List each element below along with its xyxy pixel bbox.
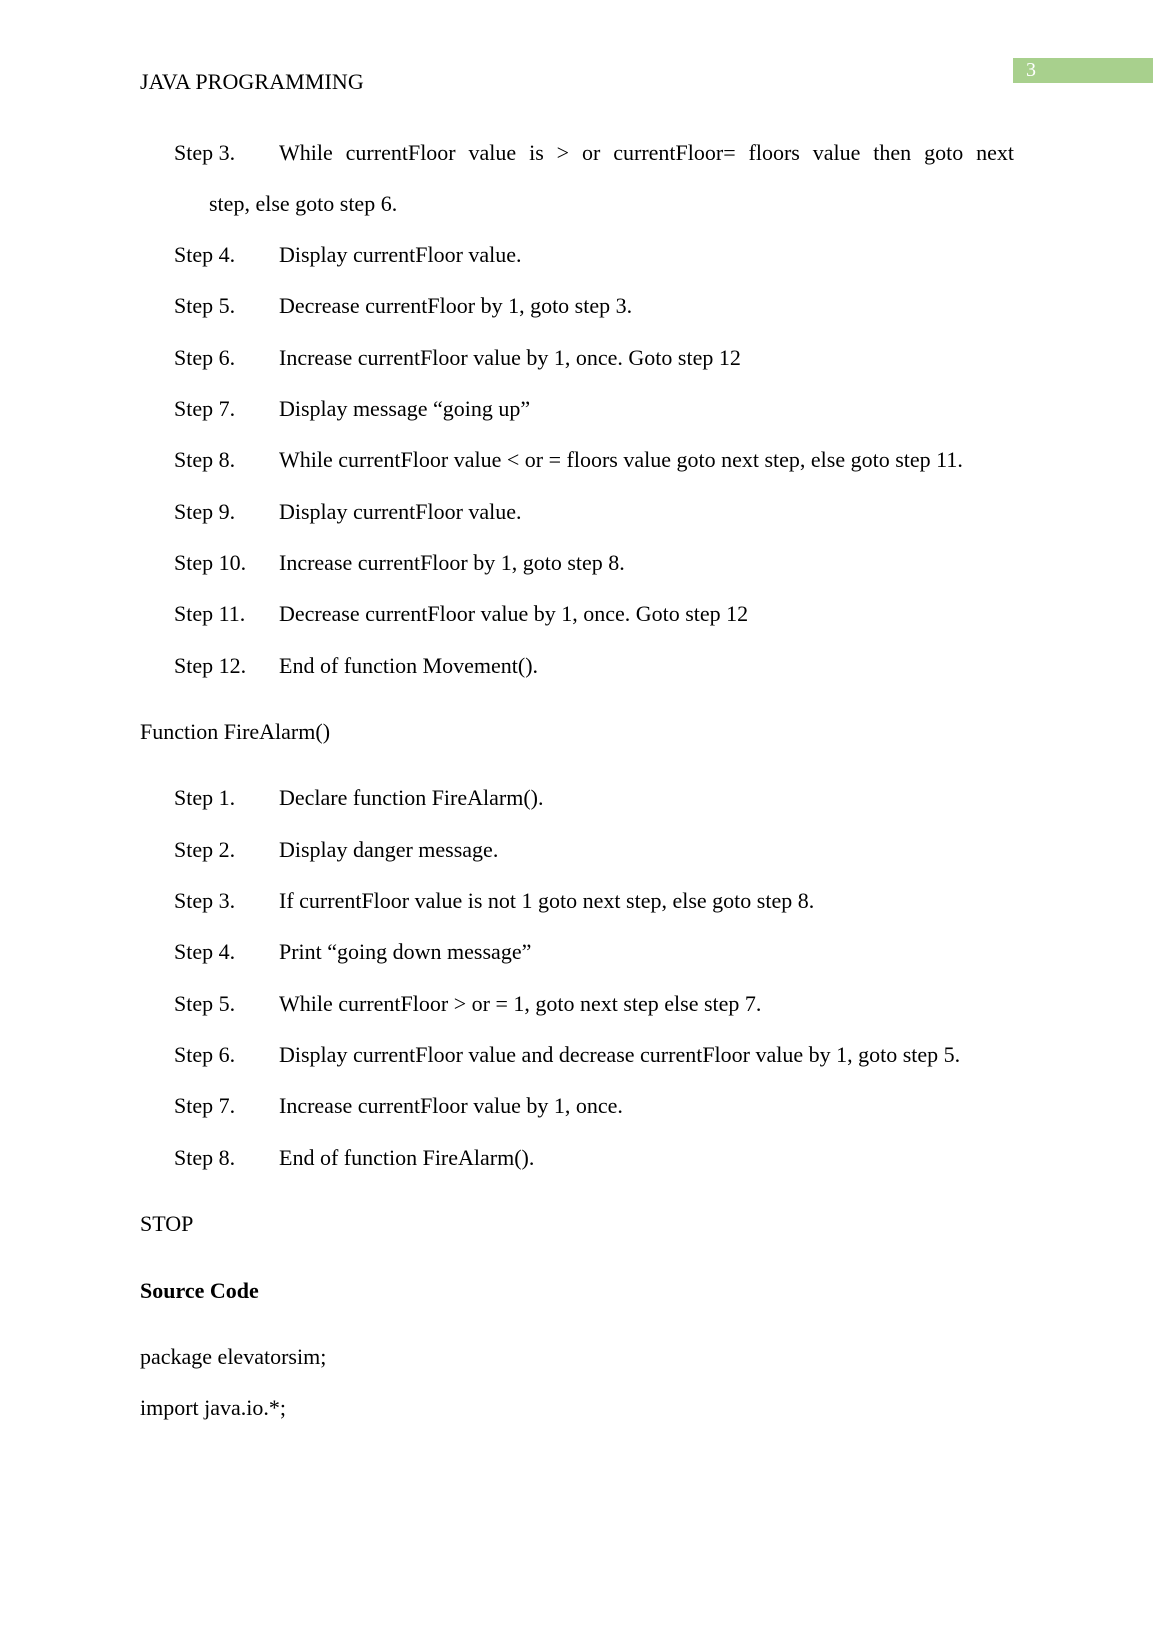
step-text: While currentFloor value < or = floors value goto next step, else goto step 11. [279,447,963,472]
step-label: Step 10. [174,550,247,575]
fire-alarm-step-6 [174,1041,1014,1069]
fire-alarm-step-4 [174,938,1014,966]
step-text: Display currentFloor value. [279,242,522,267]
fire-alarm-step-7 [174,1092,1014,1120]
step-label: Step 5. [174,293,236,318]
step-text: Declare function FireAlarm(). [279,785,544,810]
movement-step-5 [174,292,1014,320]
step-label: Step 1. [174,785,236,810]
step-text: Print “going down message” [279,939,532,964]
fire-alarm-heading: Function FireAlarm() [140,719,331,744]
step-label: Step 3. [174,140,236,165]
movement-step-12 [174,652,1014,680]
fire-alarm-step-2 [174,836,1014,864]
movement-step-3-continuation: step, else goto step 6. [209,191,398,216]
step-label: Step 3. [174,888,236,913]
step-label: Step 7. [174,1093,236,1118]
step-text: End of function FireAlarm(). [279,1145,535,1170]
fire-alarm-step-8 [174,1144,1014,1172]
movement-step-9 [174,498,1014,526]
step-text: Display currentFloor value and decrease currentFloor value by 1, goto step 5. [279,1042,961,1067]
step-text: Decrease currentFloor value by 1, once. Goto step 12 [279,601,749,626]
stop-text: STOP [140,1211,194,1236]
step-text: While currentFloor value is > or currentFloor= floors value then goto next [279,140,1014,165]
step-text: Display message “going up” [279,396,531,421]
movement-step-3 [174,139,1014,167]
fire-alarm-step-3 [174,887,1014,915]
step-text: Display danger message. [279,837,499,862]
step-text: Display currentFloor value. [279,499,522,524]
step-label: Step 9. [174,499,236,524]
step-text: Decrease currentFloor by 1, goto step 3. [279,293,633,318]
step-text: Increase currentFloor value by 1, once. [279,1093,623,1118]
step-label: Step 2. [174,837,236,862]
movement-step-10 [174,549,1014,577]
step-text: Increase currentFloor by 1, goto step 8. [279,550,625,575]
fire-alarm-step-5 [174,990,1014,1018]
step-label: Step 4. [174,939,236,964]
step-label: Step 5. [174,991,236,1016]
step-text: End of function Movement(). [279,653,539,678]
step-text: Increase currentFloor value by 1, once. Goto step 12 [279,345,741,370]
movement-step-6 [174,344,1014,372]
source-code-heading: Source Code [140,1278,259,1303]
movement-step-11 [174,600,1014,628]
running-head: JAVA PROGRAMMING [140,69,364,94]
code-line: import java.io.*; [140,1395,287,1420]
code-line: package elevatorsim; [140,1344,327,1369]
step-label: Step 6. [174,1042,236,1067]
step-label: Step 11. [174,601,246,626]
movement-step-4 [174,241,1014,269]
movement-step-7 [174,395,1014,423]
movement-step-8 [174,446,1014,474]
step-label: Step 8. [174,1145,236,1170]
page-number: 3 [1026,59,1036,81]
step-text: If currentFloor value is not 1 goto next step, else goto step 8. [279,888,815,913]
step-label: Step 4. [174,242,236,267]
step-label: Step 7. [174,396,236,421]
fire-alarm-step-1 [174,784,1014,812]
step-label: Step 6. [174,345,236,370]
step-text: While currentFloor > or = 1, goto next step else step 7. [279,991,762,1016]
step-label: Step 12. [174,653,247,678]
step-label: Step 8. [174,447,236,472]
